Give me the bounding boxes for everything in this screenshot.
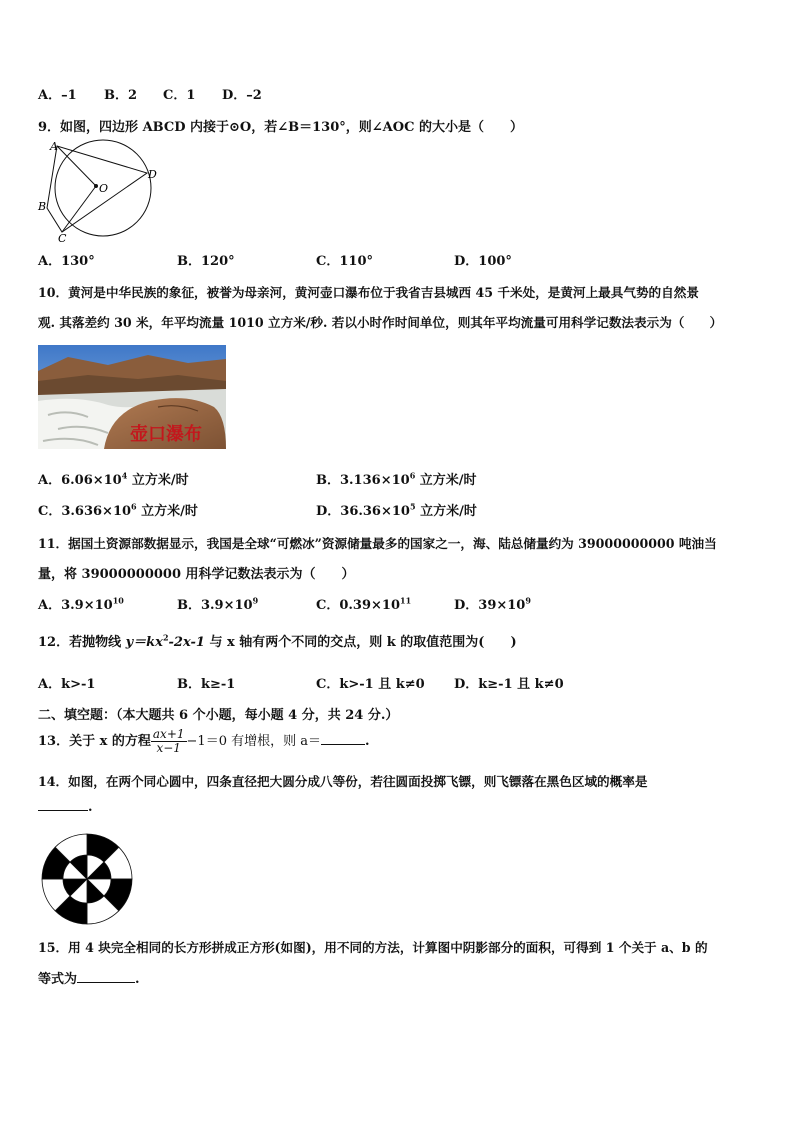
q10-option-a: A．$6.06\times 10^4$ 立方米/时 xyxy=(38,470,189,488)
q9-quadrilateral xyxy=(47,146,147,232)
q11-option-a: A．$3.9\times 10^{10}$ xyxy=(38,595,124,613)
q13-stem: 13．关于 x 的方程 $\frac{ax+1}{x-1}$ −1＝0 有增根，则 a＝ . xyxy=(38,727,370,755)
q9-stem: 9．如图，四边形 ABCD 内接于⊙O，若∠B＝130°，则∠AOC 的大小是（ ） xyxy=(38,120,523,135)
section-2-title: 二、填空题：（本大题共 6 个小题，每小题 4 分，共 24 分.） xyxy=(38,708,399,723)
dartboard-figure xyxy=(40,832,134,926)
q9-label-c: C xyxy=(58,232,67,245)
q13-answer-blank[interactable] xyxy=(321,732,365,745)
q9-label-a: A xyxy=(50,140,58,153)
q8-option-c: C．1 xyxy=(163,88,196,103)
q10-option-b: B．$3.136\times 10^6$ 立方米/时 xyxy=(316,470,477,488)
q12-option-a: A．k>-1 xyxy=(38,677,96,692)
waterfall-photo xyxy=(38,345,226,449)
q9-center-dot xyxy=(94,184,98,188)
q11-option-b: B．$3.9\times 10^9$ xyxy=(177,595,259,613)
q9-option-d: D．100° xyxy=(454,254,512,269)
q14-answer-blank[interactable] xyxy=(38,798,88,811)
q10-line-1: 10．黄河是中华民族的象征，被誉为母亲河，黄河壶口瀑布位于我省吉县城西 45 千米处，是黄河上最具气势的自然景 xyxy=(38,285,699,300)
q15-answer-blank[interactable] xyxy=(77,970,135,983)
q9-circle-figure xyxy=(34,136,164,246)
q11-line-2: 量，将 39000000000 用科学记数法表示为（ ） xyxy=(38,567,355,582)
q10-line-2: 观. 其落差约 30 米，年平均流量 1010 立方米/秒. 若以小时作时间单位，则其年平均流量可用科学记数法表示为（ ） xyxy=(38,315,723,330)
q11-line-1: 11．据国土资源部数据显示，我国是全球“可燃冰”资源储量最多的国家之一，海、陆总储量约为 39000000000 吨油当 xyxy=(38,536,717,551)
q9-label-d: D xyxy=(148,168,157,181)
q9-label-o: O xyxy=(99,182,109,195)
q9-option-c: C．110° xyxy=(316,254,373,269)
q13-fraction: $\frac{ax+1}{x-1}$ xyxy=(152,727,185,755)
q9-option-b: B．120° xyxy=(177,254,235,269)
q14-line-1: 14．如图，在两个同心圆中，四条直径把大圆分成八等份，若往圆面投掷飞镖，则飞镖落在黑色区域的概率是 xyxy=(38,774,648,789)
q9-segment-co xyxy=(62,186,96,232)
q12-stem: 12．若抛物线 $y=kx^2-2x-1$ 与 x 轴有两个不同的交点，则 k 的取值范围为( ) xyxy=(38,632,517,650)
q10-option-d: D．$36.36\times 10^5$ 立方米/时 xyxy=(316,501,477,519)
q12-option-c: C．k>-1 且 k≠0 xyxy=(316,677,425,692)
q10-option-c: C．$3.636\times 10^6$ 立方米/时 xyxy=(38,501,198,519)
q9-label-b: B xyxy=(38,200,47,213)
q12-option-b: B．k≥-1 xyxy=(177,677,236,692)
waterfall-inscription: 壶口瀑布 xyxy=(130,424,202,445)
q14-line-2: . xyxy=(38,798,93,815)
q15-line-2: 等式为 . xyxy=(38,972,140,987)
q8-option-d: D．–2 xyxy=(222,88,262,103)
q8-option-a: A．–1 xyxy=(38,88,77,103)
q8-option-b: B．2 xyxy=(104,88,138,103)
q11-option-c: C．$0.39\times 10^{11}$ xyxy=(316,595,412,613)
q11-option-d: D．$39\times 10^9$ xyxy=(454,595,531,613)
q12-option-d: D．k≥-1 且 k≠0 xyxy=(454,677,564,692)
q9-option-a: A．130° xyxy=(38,254,95,269)
q15-line-1: 15．用 4 块完全相同的长方形拼成正方形(如图)，用不同的方法，计算图中阴影部分的面积，可得到 1 个关于 a、b 的 xyxy=(38,940,708,955)
